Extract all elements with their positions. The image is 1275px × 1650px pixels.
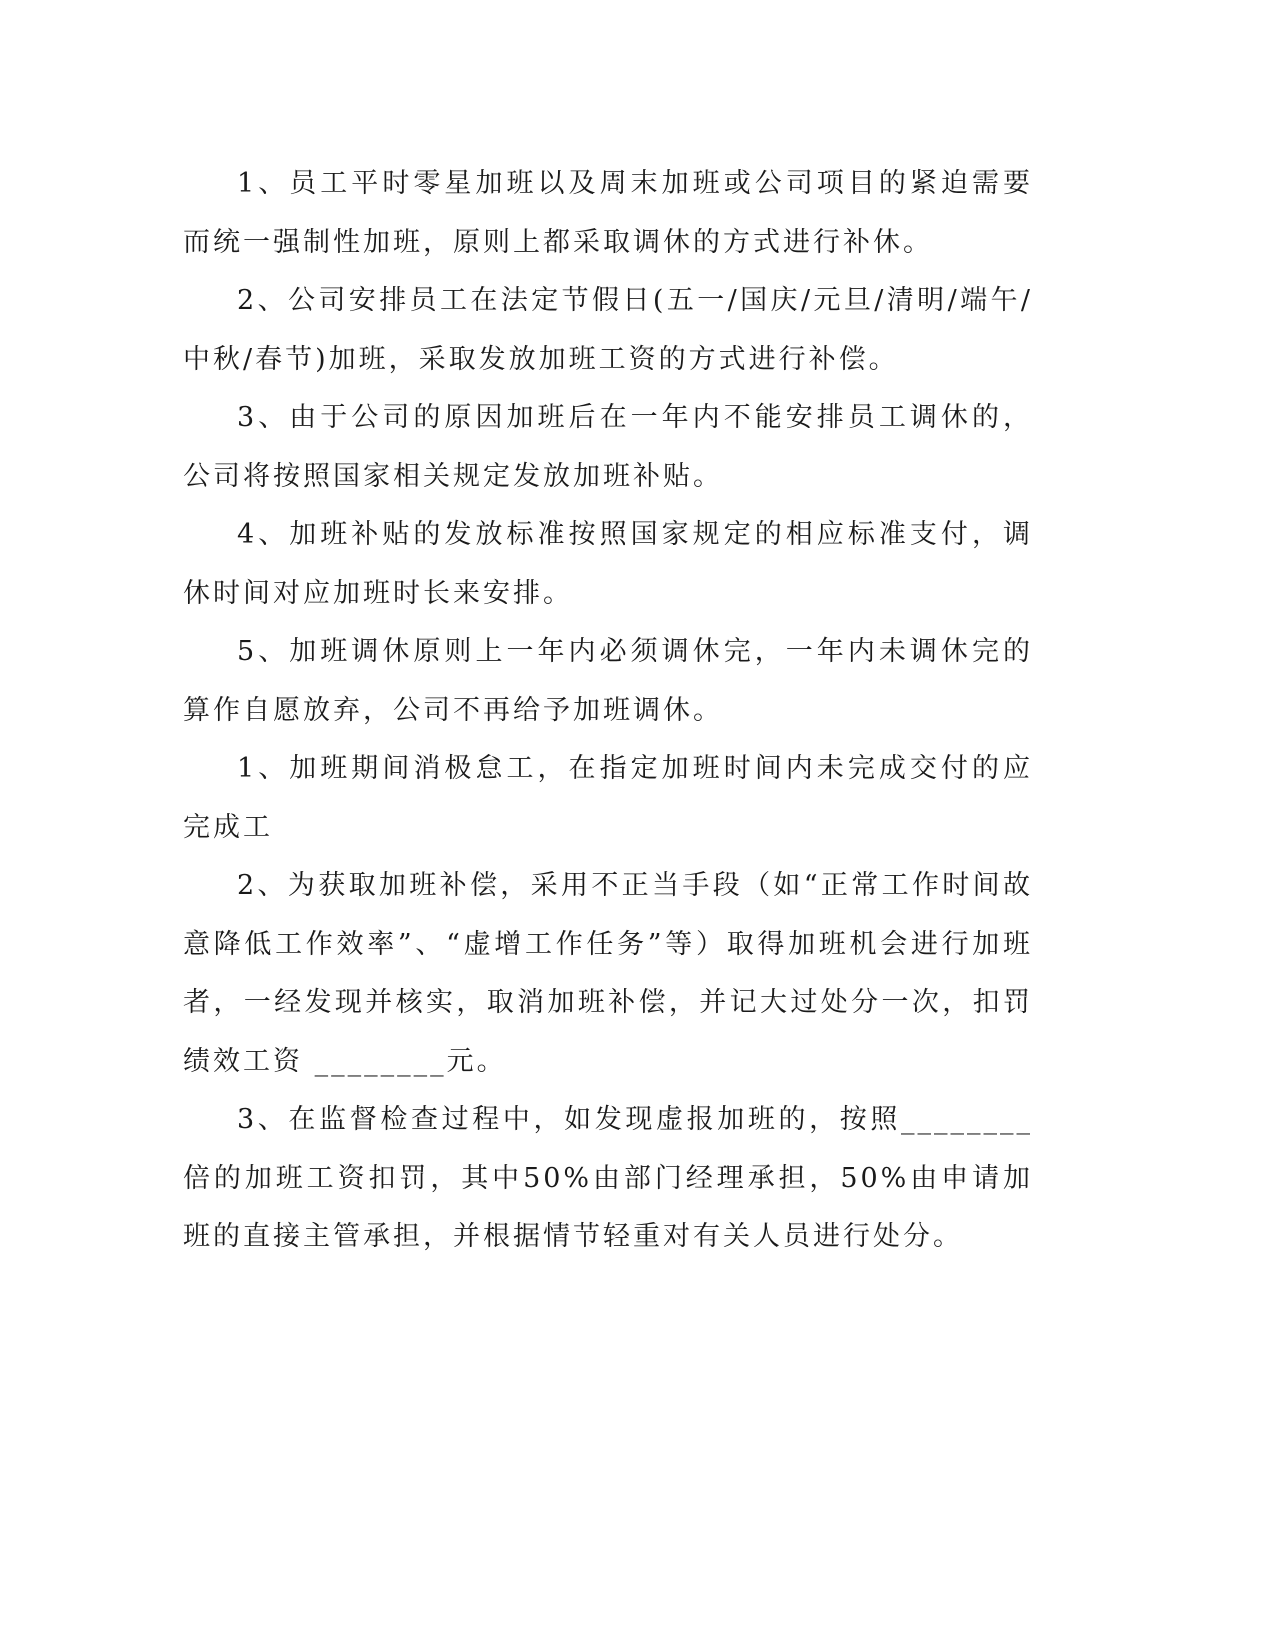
- paragraph-4: 4、加班补贴的发放标准按照国家规定的相应标准支付，调休时间对应加班时长来安排。: [183, 519, 1033, 609]
- paragraph-6: 1、加班期间消极怠工，在指定加班时间内未完成交付的应完成工: [183, 753, 1033, 843]
- document-body: [183, 155, 1033, 1267]
- paragraph-2: 2、公司安排员工在法定节假日(五一/国庆/元旦/清明/端午/中秋/春节)加班，采取发放加班工资的方式进行补偿。: [183, 285, 1033, 375]
- paragraph-1: 1、员工平时零星加班以及周末加班或公司项目的紧迫需要而统一强制性加班，原则上都采取调休的方式进行补休。: [183, 168, 1033, 258]
- paragraph-5: 5、加班调休原则上一年内必须调休完，一年内未调休完的算作自愿放弃，公司不再给予加班调休。: [183, 636, 1033, 726]
- paragraph-3: 3、由于公司的原因加班后在一年内不能安排员工调休的，公司将按照国家相关规定发放加班补贴。: [183, 402, 1033, 492]
- paragraph-7: 2、为获取加班补偿，采用不正当手段（如“正常工作时间故意降低工作效率”、“虚增工作任务”等）取得加班机会进行加班者，一经发现并核实，取消加班补偿，并记大过处分一次，扣罚绩效工资 ________元。: [183, 870, 1033, 1077]
- paragraph-8: 3、在监督检查过程中，如发现虚报加班的，按照________倍的加班工资扣罚，其中50%由部门经理承担，50%由申请加班的直接主管承担，并根据情节轻重对有关人员进行处分。: [183, 1104, 1033, 1252]
